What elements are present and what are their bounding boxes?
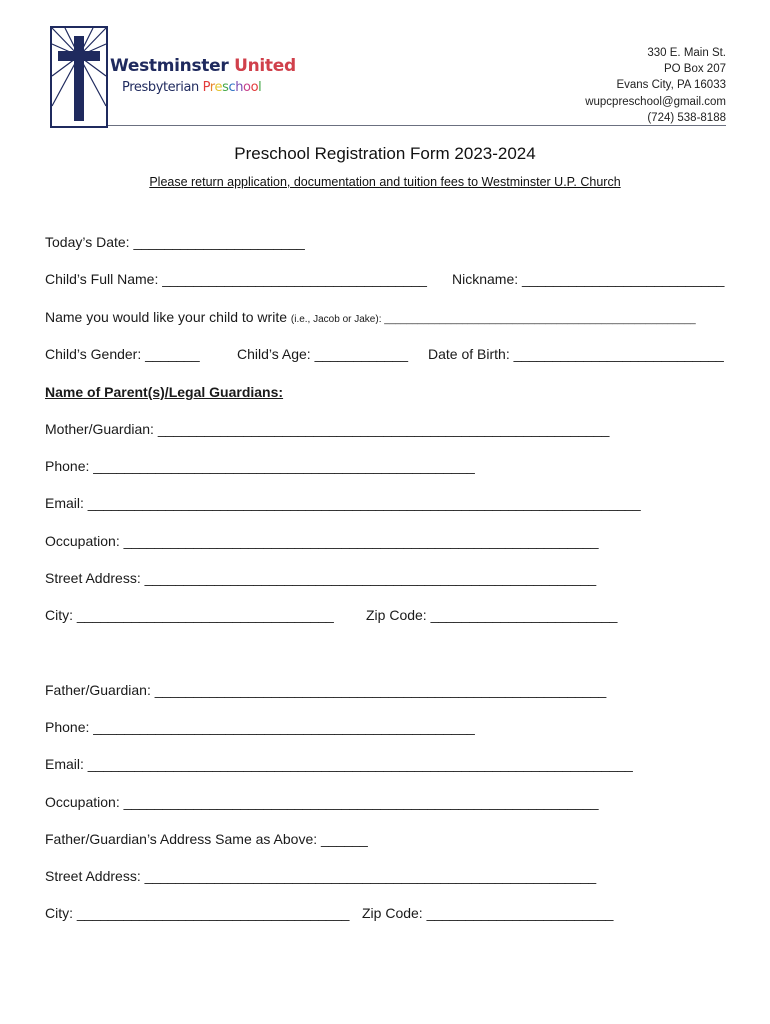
- todays-date-field[interactable]: Today’s Date: ______________________: [45, 234, 305, 250]
- church-cross-logo: [50, 26, 108, 128]
- father-city-field[interactable]: City: ___________________________________: [45, 905, 350, 921]
- brand-letter: o: [243, 80, 251, 95]
- child-gender-field[interactable]: Child’s Gender: _______: [45, 346, 200, 362]
- form-subtitle: Please return application, documentation and tuition fees to Westminster U.P. Church: [149, 175, 621, 189]
- address-pobox: PO Box 207: [663, 63, 726, 76]
- brand-letter: r: [209, 80, 215, 95]
- brand-letter: e: [214, 80, 223, 95]
- mother-guardian-field[interactable]: Mother/Guardian: __________________________________________________________: [45, 421, 610, 437]
- date-of-birth-field[interactable]: Date of Birth: ___________________________: [428, 346, 724, 362]
- brand-subtitle: [122, 80, 261, 95]
- father-street-field[interactable]: Street Address: __________________________________________________________: [45, 868, 597, 884]
- church-address: [585, 45, 726, 126]
- brand-letter: c: [228, 80, 236, 95]
- mother-city-field[interactable]: City: _________________________________: [45, 607, 334, 623]
- brand-letter: P: [202, 80, 210, 95]
- address-street: 330 E. Main St.: [647, 47, 726, 59]
- child-full-name-field[interactable]: Child’s Full Name: __________________________________: [45, 271, 427, 287]
- address-city: Evans City, PA 16033: [616, 79, 726, 92]
- mother-occupation-field[interactable]: Occupation: _____________________________________________________________: [45, 533, 599, 549]
- brand-presbyterian: Presbyterian: [122, 80, 199, 95]
- brand-letter: h: [235, 80, 244, 95]
- address-phone: (724) 538-8188: [647, 111, 726, 124]
- brand-letter: s: [222, 80, 229, 95]
- brand-letter: o: [250, 80, 259, 95]
- form-title: Preschool Registration Form 2023-2024: [234, 144, 536, 163]
- brand-letter: l: [258, 80, 262, 95]
- brand-united: United: [234, 56, 296, 76]
- child-age-field[interactable]: Child’s Age: ____________: [237, 346, 409, 362]
- nickname-field[interactable]: Nickname: __________________________: [452, 271, 725, 287]
- mother-street-field[interactable]: Street Address: __________________________________________________________: [45, 570, 597, 586]
- write-name-hint: (i.e., Jacob or Jake):: [290, 314, 382, 325]
- mother-phone-field[interactable]: Phone: _________________________________________________: [45, 458, 475, 474]
- address-email: wupcpreschool@gmail.com: [585, 95, 726, 108]
- write-name-label: Name you would like your child to write: [45, 309, 291, 325]
- brand-preschool: [203, 80, 262, 95]
- father-phone-field[interactable]: Phone: _________________________________________________: [45, 719, 475, 735]
- father-email-field[interactable]: Email: ______________________________________________________________________: [45, 756, 633, 772]
- brand-westminster: Westminster: [110, 56, 229, 76]
- write-name-field[interactable]: [45, 309, 696, 325]
- brand-name: [110, 56, 296, 76]
- father-zip-field[interactable]: Zip Code: ________________________: [362, 905, 614, 921]
- mother-zip-field[interactable]: Zip Code: ________________________: [366, 607, 618, 623]
- parents-section-heading: Name of Parent(s)/Legal Guardians:: [45, 384, 284, 400]
- write-name-blank[interactable]: ________________________________________________________: [381, 314, 696, 325]
- mother-email-field[interactable]: Email: _______________________________________________________________________: [45, 495, 641, 511]
- father-occupation-field[interactable]: Occupation: _____________________________________________________________: [45, 794, 599, 810]
- father-guardian-field[interactable]: Father/Guardian: __________________________________________________________: [45, 682, 607, 698]
- father-same-address-field[interactable]: Father/Guardian’s Address Same as Above: ______: [45, 831, 368, 847]
